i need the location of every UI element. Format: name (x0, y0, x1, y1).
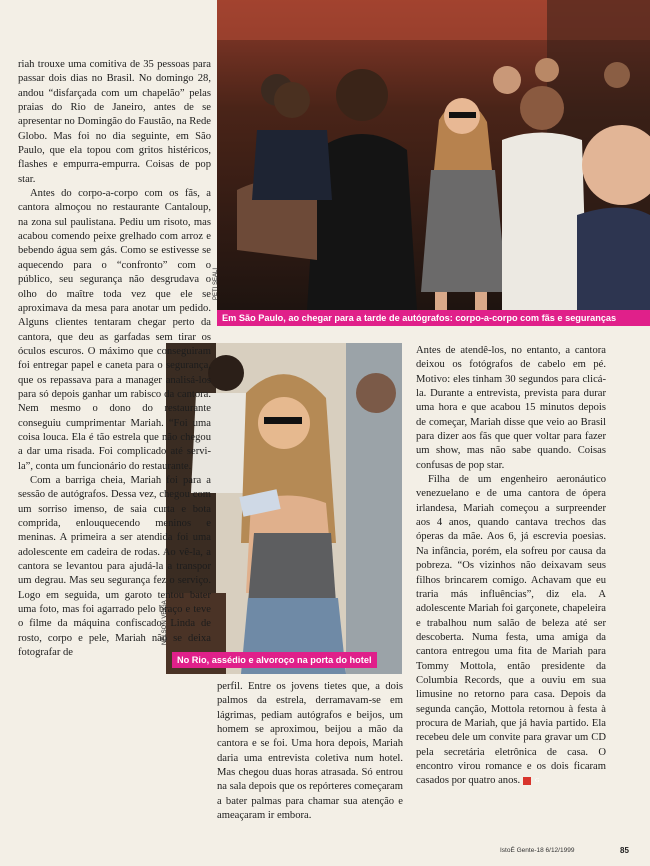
col1-paragraph-1: riah trouxe uma comitiva de 35 pessoas para passar dois dias no Brasil. No domingo 28, andou “disfarçada com um chapelão” pelas praias do Rio de Janeiro, antes de se apresentar no Domingão do Faustão, na Rede Globo. Mas foi no dia seguinte, em São Paulo, que ela topou com gritos histéricos, flashes e empurra-empurra. Coisas de pop star. (18, 59, 211, 185)
col3-paragraph-1: Antes de atendê-los, no entanto, a cantora deixou os fotógrafos de cabelo em pé. Motivo: eles tinham 30 segundos para clicá-la. Durante a entrevista, prevista para durar uma hora e que acabou 15 minutos depois de começar, Mariah disse que veio ao Brasil para dizer aos fãs que quer voltar para fazer um show, mas não sabe quando. Coisas confusas de pop star. (416, 345, 606, 471)
magazine-footer: IstoÉ Gente-18 6/12/1999 (500, 847, 575, 854)
article-column-2 (217, 680, 403, 823)
page-number: 85 (620, 846, 629, 855)
col1-paragraph-2: Antes do corpo-a-corpo com os fãs, a cantora almoçou no restaurante Cantaloup, na zona sul paulistana. Pediu um risoto, mas acabou comendo peixe grelhado com arroz e bebendo água sem gás. Como se estivesse se aquecendo para o “confronto” com o público, seu segurança não desgrudava o olho do maître toda vez que ele se aproximava da mesa para anotar um pedido. Alguns clientes tentaram chegar perto da cantora, que deu as garfadas sem tirar os óculos escuros. O máximo que conseguiram foi entregar papel e caneta para o segurança, que os repassava para a manager analisá-los para só depois ganhar um rabisco da cantora. Nem mesmo o dono do restaurante conseguiu cumprimentar Mariah. “Foi uma coisa louca. Ela é tão estrela que não chegou a dar uma risada. Foi complicado até servi-la”, conta um funcionário do restaurante. (18, 188, 211, 472)
crowd-photo-sao-paulo (217, 0, 650, 310)
end-mark-icon: G (523, 777, 531, 785)
bottom-photo-caption: No Rio, assédio e alvoroço na porta do hotel (172, 652, 377, 668)
bottom-photo-credit: NELSON VEIGA (162, 600, 168, 645)
top-photo (217, 0, 650, 310)
col3-paragraph-2: Filha de um engenheiro aeronáutico venezuelano e de uma cantora de ópera irlandesa, Mariah começou a surpreender aos 4 anos, quando cantava trechos das óperas da mãe. Aos 6, já escrevia poesias. Na infância, porém, ela sofreu por causa da pobreza. “Os vizinhos não deixavam seus filhos brincarem comigo. Achavam que eu traria más influências”, diz ela. A adolescente Mariah foi garçonete, chapeleira e trabalhou num salão de beleza até ser descoberta. Numa festa, uma amiga da cantora entregou uma fita de Mariah para Tommy Mottola, então presidente da Columbia Records, que a ouviu em sua limusine no retorno para casa. Depois da segunda canção, Mottola retornou à festa à procura de Mariah, que já havia partido. Ela recebeu dele um convite para gravar um CD pela secretária eletrônica de casa. O encontro virou romance e os dois ficaram casados por quatro anos. (416, 474, 606, 787)
top-photo-credit: PETI SEALI (213, 267, 219, 300)
col2-paragraph-1: perfil. Entre os jovens tietes que, a dois palmos da estrela, derramavam-se em lágrimas, pediam autógrafos e beijos, um homem se aproximou, beijou a mão da cantora e se foi. Uma hora depois, Mariah daria uma entrevista coletiva num hotel. Mas chegou duas horas atrasada. Só entrou na sala depois que os repórteres começaram a bater palmas para chamar sua atenção e ameaçaram ir embora. (217, 681, 403, 822)
col1-paragraph-3: Com a barriga cheia, Mariah foi para a sessão de autógrafos. Dessa vez, chegou com um sorriso imenso, de saia curta e bota comprida, enlouquecendo meninos e meninas. A primeira a ser atendida foi uma adolescente em cadeira de rodas. Ao vê-la, a cantora se levantou para ajudá-la a transpor um degrau. Mas seu segurança fez o serviço. Logo em seguida, um garoto tentou bater uma foto, mas foi agarrado pelo braço e teve o filme da máquina confiscado. Linda de rosto, corpo e pele, Mariah não se deixa fotografar de (18, 474, 211, 659)
top-photo-caption: Em São Paulo, ao chegar para a tarde de autógrafos: corpo-a-corpo com fãs e seguranças (217, 310, 650, 326)
article-column-1 (18, 58, 211, 660)
article-column-3 (416, 344, 606, 789)
